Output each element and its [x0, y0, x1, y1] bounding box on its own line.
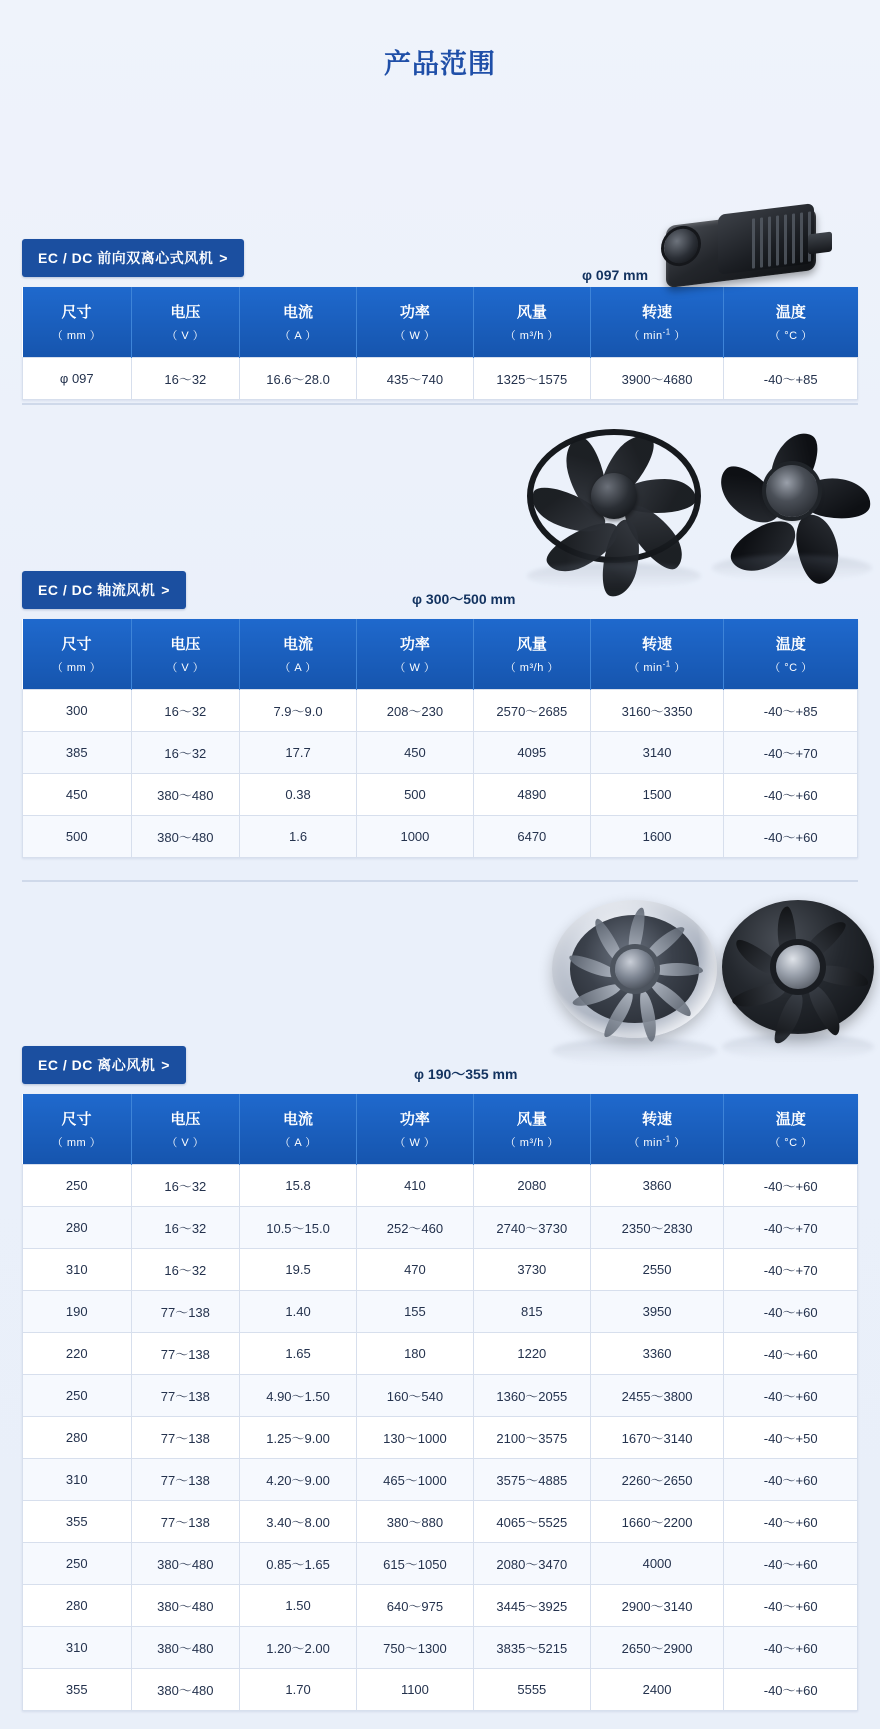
table-cell: 15.8 — [240, 1165, 357, 1207]
page-title: 产品范围 — [384, 49, 496, 79]
col-header-speed: 转速 （ $\min^{-1}$ ） — [590, 619, 724, 690]
table-cell: -40～+50 — [724, 1417, 858, 1459]
table-cell: -40～+60 — [724, 1585, 858, 1627]
table-cell: 3360 — [590, 1333, 724, 1375]
table-row — [23, 1585, 858, 1627]
table-cell: φ 097 — [23, 358, 132, 400]
table-cell: 1500 — [590, 774, 724, 816]
table-cell: 250 — [23, 1165, 132, 1207]
table-row — [23, 1627, 858, 1669]
table-row — [23, 1501, 858, 1543]
table-cell: 310 — [23, 1627, 132, 1669]
table-cell: 190 — [23, 1291, 132, 1333]
table-cell: 160～540 — [356, 1375, 473, 1417]
table-cell: 0.38 — [240, 774, 357, 816]
table-cell: 17.7 — [240, 732, 357, 774]
table-cell: -40～+60 — [724, 774, 858, 816]
table-cell: 1100 — [356, 1669, 473, 1711]
table-cell: -40～+60 — [724, 1543, 858, 1585]
table-cell: 16.6～28.0 — [240, 358, 357, 400]
table-cell: 2260～2650 — [590, 1459, 724, 1501]
table-row — [23, 1165, 858, 1207]
table-cell: 19.5 — [240, 1249, 357, 1291]
table-cell: 1360～2055 — [473, 1375, 590, 1417]
table-cell: 4095 — [473, 732, 590, 774]
table-cell: 77～138 — [131, 1333, 240, 1375]
col-header-airflow: 风量 （ m³/h ） — [473, 1094, 590, 1165]
col-header-speed: 转速 （ $\min^{-1}$ ） — [590, 1094, 724, 1165]
axial-fan-image-2 — [712, 427, 872, 555]
table-cell: 5555 — [473, 1669, 590, 1711]
chevron-right-icon: > — [161, 582, 170, 598]
col-header-current: 电流 （ A ） — [240, 287, 357, 358]
table-cell: -40～+70 — [724, 732, 858, 774]
table-cell: 1.6 — [240, 816, 357, 858]
table-cell: 3575～4885 — [473, 1459, 590, 1501]
blower-image — [658, 203, 838, 299]
section-divider-1 — [22, 403, 858, 405]
table-body-section-2 — [23, 690, 858, 858]
centrifugal-impeller-image-1 — [552, 900, 717, 1038]
col-header-power: 功率 （ W ） — [356, 1094, 473, 1165]
table-cell: 2740～3730 — [473, 1207, 590, 1249]
col-header-temperature: 温度 （ °C ） — [724, 287, 858, 358]
table-cell: 1325～1575 — [473, 358, 590, 400]
table-cell: 2350～2830 — [590, 1207, 724, 1249]
table-row — [23, 1669, 858, 1711]
table-cell: 385 — [23, 732, 132, 774]
table-row — [23, 690, 858, 732]
table-cell: 16～32 — [131, 1165, 240, 1207]
table-cell: 280 — [23, 1207, 132, 1249]
table-header-row — [23, 619, 858, 690]
table-cell: 1670～3140 — [590, 1417, 724, 1459]
table-row — [23, 774, 858, 816]
table-cell: 355 — [23, 1501, 132, 1543]
col-header-voltage: 电压 （ V ） — [131, 619, 240, 690]
table-cell: 77～138 — [131, 1375, 240, 1417]
col-header-speed: 转速 （ $\min^{-1}$ ） — [590, 287, 724, 358]
table-cell: 1.65 — [240, 1333, 357, 1375]
table-cell: 2550 — [590, 1249, 724, 1291]
table-cell: -40～+60 — [724, 1291, 858, 1333]
table-cell: 2080～3470 — [473, 1543, 590, 1585]
table-cell: -40～+85 — [724, 690, 858, 732]
table-cell: 252～460 — [356, 1207, 473, 1249]
col-header-size: 尺寸 （ mm ） — [23, 287, 132, 358]
table-cell: 3835～5215 — [473, 1627, 590, 1669]
table-cell: -40～+60 — [724, 1333, 858, 1375]
table-cell: 77～138 — [131, 1501, 240, 1543]
table-body-section-3 — [23, 1165, 858, 1711]
spec-table-axial-fan — [22, 619, 858, 858]
table-cell: 640～975 — [356, 1585, 473, 1627]
table-cell: 380～480 — [131, 816, 240, 858]
table-cell: 2455～3800 — [590, 1375, 724, 1417]
table-cell: 4890 — [473, 774, 590, 816]
badge-label: EC / DC 轴流风机 — [38, 582, 156, 598]
axial-fan-image-1 — [527, 429, 701, 563]
table-cell: 1.20～2.00 — [240, 1627, 357, 1669]
table-cell: 410 — [356, 1165, 473, 1207]
col-header-size: 尺寸 （ mm ） — [23, 1094, 132, 1165]
table-cell: 3860 — [590, 1165, 724, 1207]
chevron-right-icon: > — [219, 250, 228, 266]
col-header-power: 功率 （ W ） — [356, 619, 473, 690]
table-cell: 465～1000 — [356, 1459, 473, 1501]
table-cell: 380～480 — [131, 1543, 240, 1585]
table-cell: 16～32 — [131, 1249, 240, 1291]
table-cell: 450 — [23, 774, 132, 816]
table-body-section-1 — [23, 358, 858, 400]
col-header-size: 尺寸 （ mm ） — [23, 619, 132, 690]
table-cell: 4.20～9.00 — [240, 1459, 357, 1501]
table-cell: 7.9～9.0 — [240, 690, 357, 732]
table-cell: 4065～5525 — [473, 1501, 590, 1543]
table-cell: -40～+60 — [724, 816, 858, 858]
table-cell: 2080 — [473, 1165, 590, 1207]
table-cell: 280 — [23, 1417, 132, 1459]
table-cell: 2900～3140 — [590, 1585, 724, 1627]
table-row — [23, 1543, 858, 1585]
table-cell: 1.25～9.00 — [240, 1417, 357, 1459]
table-cell: -40～+60 — [724, 1375, 858, 1417]
table-cell: 310 — [23, 1459, 132, 1501]
table-header-row — [23, 1094, 858, 1165]
table-cell: -40～+60 — [724, 1501, 858, 1543]
table-cell: 1220 — [473, 1333, 590, 1375]
col-header-temperature: 温度 （ °C ） — [724, 619, 858, 690]
table-cell: 3900～4680 — [590, 358, 724, 400]
table-cell: 380～480 — [131, 1669, 240, 1711]
col-header-current: 电流 （ A ） — [240, 1094, 357, 1165]
table-row — [23, 1291, 858, 1333]
table-cell: 16～32 — [131, 690, 240, 732]
table-cell: 208～230 — [356, 690, 473, 732]
table-row — [23, 358, 858, 400]
spec-table-centrifugal-fan — [22, 1094, 858, 1711]
table-cell: -40～+60 — [724, 1669, 858, 1711]
table-row — [23, 1459, 858, 1501]
table-cell: 280 — [23, 1585, 132, 1627]
table-cell: 500 — [23, 816, 132, 858]
table-cell: 3730 — [473, 1249, 590, 1291]
table-cell: 10.5～15.0 — [240, 1207, 357, 1249]
badge-label: EC / DC 前向双离心式风机 — [38, 250, 214, 266]
table-cell: 1000 — [356, 816, 473, 858]
table-cell: 1.70 — [240, 1669, 357, 1711]
spec-table-forward-curved-blower — [22, 287, 858, 400]
table-cell: 1.50 — [240, 1585, 357, 1627]
table-row — [23, 1207, 858, 1249]
table-cell: 77～138 — [131, 1291, 240, 1333]
table-cell: 615～1050 — [356, 1543, 473, 1585]
table-cell: 0.85～1.65 — [240, 1543, 357, 1585]
table-cell: 250 — [23, 1375, 132, 1417]
table-cell: 16～32 — [131, 732, 240, 774]
table-cell: 16～32 — [131, 1207, 240, 1249]
table-cell: 450 — [356, 732, 473, 774]
table-cell: 3160～3350 — [590, 690, 724, 732]
table-cell: 3.40～8.00 — [240, 1501, 357, 1543]
table-cell: 750～1300 — [356, 1627, 473, 1669]
section-2-caption: φ 300～500 mm — [412, 591, 516, 607]
chevron-right-icon: > — [161, 1057, 170, 1073]
table-row — [23, 1375, 858, 1417]
table-row — [23, 732, 858, 774]
table-cell: 500 — [356, 774, 473, 816]
table-cell: 3445～3925 — [473, 1585, 590, 1627]
col-header-voltage: 电压 （ V ） — [131, 1094, 240, 1165]
table-cell: -40～+60 — [724, 1459, 858, 1501]
badge-forward-curved-blower[interactable] — [22, 239, 244, 277]
table-cell: 2650～2900 — [590, 1627, 724, 1669]
badge-axial-fan[interactable] — [22, 571, 186, 609]
table-cell: 155 — [356, 1291, 473, 1333]
table-cell: 2100～3575 — [473, 1417, 590, 1459]
table-cell: 180 — [356, 1333, 473, 1375]
table-cell: 1600 — [590, 816, 724, 858]
section-axial-fan — [22, 419, 858, 858]
table-cell: 380～480 — [131, 774, 240, 816]
table-cell: 77～138 — [131, 1459, 240, 1501]
section-centrifugal-fan — [22, 896, 858, 1711]
badge-label: EC / DC 离心风机 — [38, 1057, 156, 1073]
table-cell: 470 — [356, 1249, 473, 1291]
centrifugal-impeller-image-2 — [722, 900, 874, 1034]
table-cell: 380～480 — [131, 1585, 240, 1627]
table-cell: 6470 — [473, 816, 590, 858]
table-cell: -40～+60 — [724, 1627, 858, 1669]
table-cell: -40～+70 — [724, 1207, 858, 1249]
table-row — [23, 1249, 858, 1291]
table-cell: 130～1000 — [356, 1417, 473, 1459]
table-cell: 77～138 — [131, 1417, 240, 1459]
table-cell: 16～32 — [131, 358, 240, 400]
table-cell: 2400 — [590, 1669, 724, 1711]
table-cell: 4.90～1.50 — [240, 1375, 357, 1417]
section-divider-2 — [22, 880, 858, 882]
table-row — [23, 816, 858, 858]
table-cell: 815 — [473, 1291, 590, 1333]
table-cell: 380～880 — [356, 1501, 473, 1543]
col-header-airflow: 风量 （ m³/h ） — [473, 287, 590, 358]
table-cell: 435～740 — [356, 358, 473, 400]
table-cell: 250 — [23, 1543, 132, 1585]
table-cell: 1660～2200 — [590, 1501, 724, 1543]
table-cell: 310 — [23, 1249, 132, 1291]
table-cell: -40～+70 — [724, 1249, 858, 1291]
table-cell: 300 — [23, 690, 132, 732]
col-header-current: 电流 （ A ） — [240, 619, 357, 690]
table-cell: -40～+60 — [724, 1165, 858, 1207]
table-cell: 4000 — [590, 1543, 724, 1585]
col-header-airflow: 风量 （ m³/h ） — [473, 619, 590, 690]
badge-centrifugal-fan[interactable] — [22, 1046, 186, 1084]
col-header-temperature: 温度 （ °C ） — [724, 1094, 858, 1165]
table-cell: 355 — [23, 1669, 132, 1711]
table-cell: 380～480 — [131, 1627, 240, 1669]
section-3-caption: φ 190～355 mm — [414, 1066, 518, 1082]
table-cell: -40～+85 — [724, 358, 858, 400]
col-header-power: 功率 （ W ） — [356, 287, 473, 358]
table-cell: 3140 — [590, 732, 724, 774]
section-1-caption: φ 097 mm — [582, 267, 649, 283]
table-cell: 2570～2685 — [473, 690, 590, 732]
table-cell: 220 — [23, 1333, 132, 1375]
table-row — [23, 1333, 858, 1375]
section-forward-curved-blower — [22, 99, 858, 387]
table-row — [23, 1417, 858, 1459]
table-cell: 3950 — [590, 1291, 724, 1333]
col-header-voltage: 电压 （ V ） — [131, 287, 240, 358]
table-cell: 1.40 — [240, 1291, 357, 1333]
